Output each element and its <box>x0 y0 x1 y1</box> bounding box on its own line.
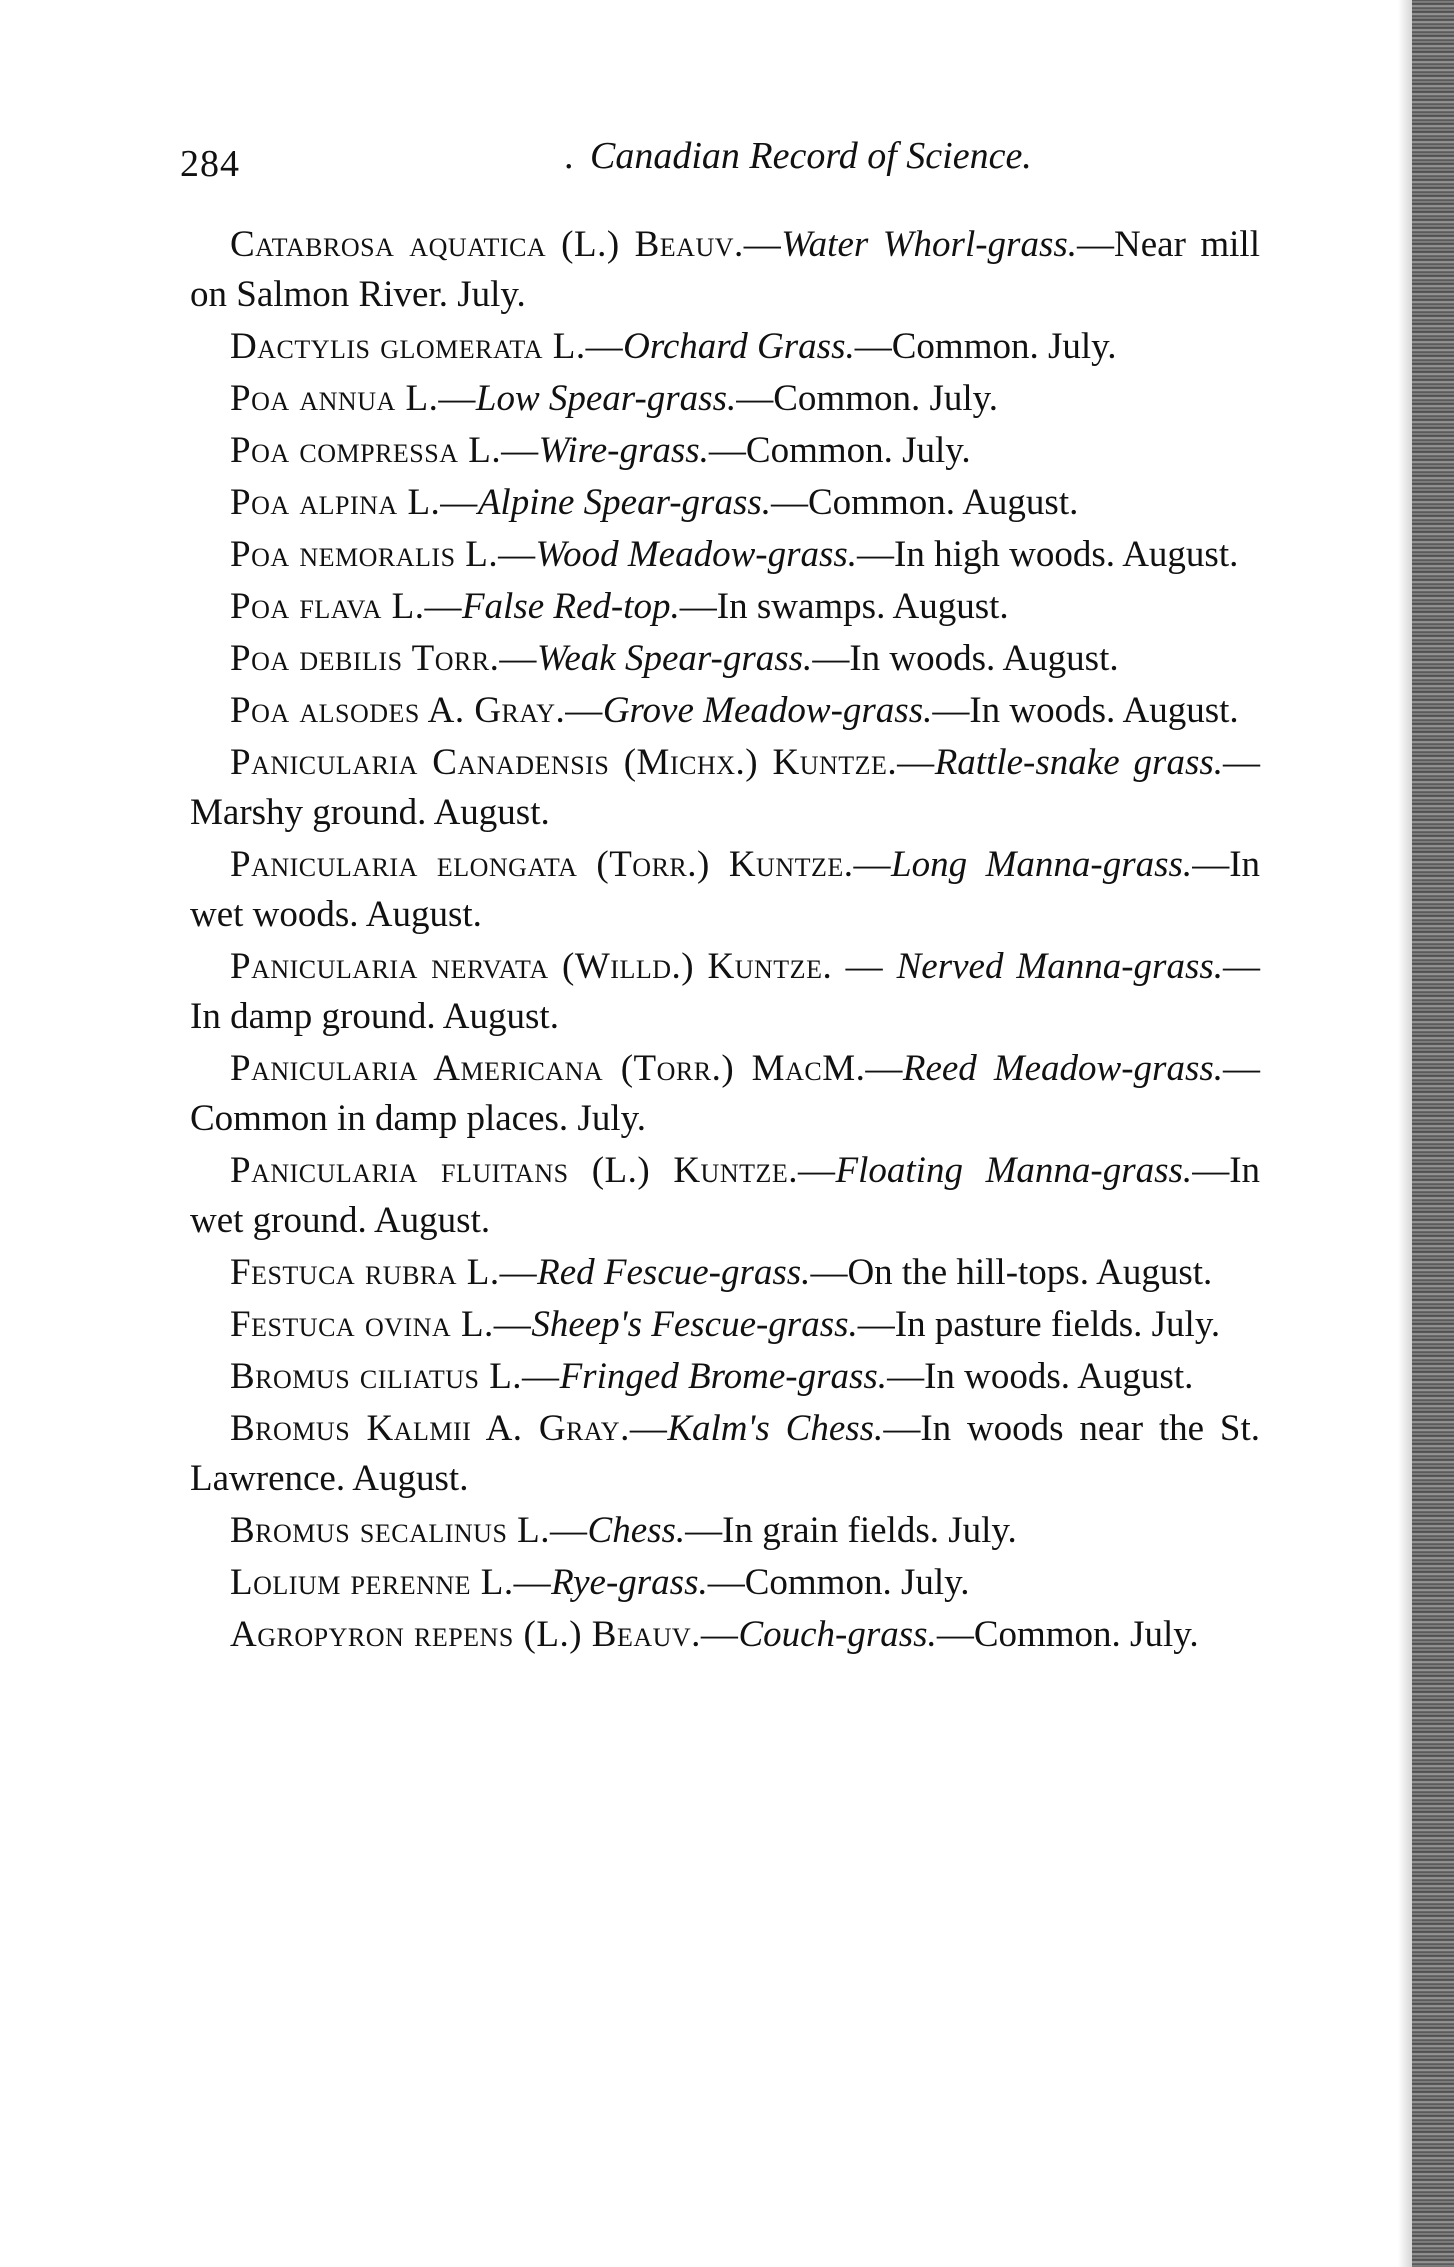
latin-name: Panicularia nervata (Willd.) Kuntze. — <box>230 946 897 987</box>
common-name: Rattle-snake grass. <box>934 742 1223 783</box>
common-name: Wood Meadow-grass. <box>535 534 858 575</box>
common-name: Fringed Brome-grass. <box>559 1356 888 1397</box>
latin-name: Panicularia Americana (Torr.) MacM.— <box>230 1048 903 1089</box>
habitat-note: —In woods. August. <box>812 638 1119 679</box>
species-entry <box>190 942 1260 1042</box>
species-list <box>190 220 1260 1662</box>
page-number: 284 <box>180 143 240 185</box>
species-entry <box>190 1146 1260 1246</box>
species-entry <box>190 582 1260 632</box>
latin-name: Panicularia Canadensis (Michx.) Kuntze.— <box>230 742 935 783</box>
habitat-note: —In woods. August. <box>932 690 1239 731</box>
species-entry <box>190 1248 1260 1298</box>
species-entry <box>190 426 1260 476</box>
habitat-note: —In damp ground. August. <box>190 946 1260 1037</box>
latin-name: Lolium perenne L.— <box>230 1562 552 1603</box>
page-header <box>180 128 1260 188</box>
habitat-note: —Near mill on Salmon River. July. <box>190 224 1260 315</box>
common-name: Sheep's Fescue-grass. <box>531 1304 858 1345</box>
scanned-page-edge <box>1412 0 1454 2267</box>
species-entry <box>190 322 1260 372</box>
habitat-note: —Common. August. <box>771 482 1079 523</box>
common-name: Low Spear-grass. <box>475 378 737 419</box>
species-entry <box>190 840 1260 940</box>
species-entry <box>190 478 1260 528</box>
habitat-note: —Common. July. <box>708 430 971 471</box>
latin-name: Poa compressa L.— <box>230 430 539 471</box>
habitat-note: —In wet ground. August. <box>190 1150 1261 1241</box>
habitat-note: —In high woods. August. <box>857 534 1239 575</box>
latin-name: Agropyron repens (L.) Beauv.— <box>230 1614 739 1655</box>
species-entry <box>190 1300 1260 1350</box>
common-name: Long Manna-grass. <box>891 844 1193 885</box>
common-name: Orchard Grass. <box>623 326 855 367</box>
latin-name: Poa alpina L.— <box>230 482 478 523</box>
habitat-note: —In woods. August. <box>887 1356 1194 1397</box>
latin-name: Panicularia elongata (Torr.) Kuntze.— <box>230 844 892 885</box>
latin-name: Catabrosa aquatica (L.) Beauv.— <box>230 224 782 265</box>
habitat-note: —Common. July. <box>736 378 998 419</box>
running-title: . Canadian Record of Science. <box>590 134 1032 178</box>
common-name: Kalm's Chess. <box>667 1408 884 1449</box>
common-name: Grove Meadow-grass. <box>602 690 933 731</box>
common-name: Alpine Spear-grass. <box>477 482 771 523</box>
species-entry <box>190 374 1260 424</box>
habitat-note: —On the hill-tops. August. <box>810 1252 1213 1293</box>
latin-name: Poa flava L.— <box>230 586 462 627</box>
common-name: Chess. <box>587 1510 686 1551</box>
species-entry <box>190 738 1260 838</box>
common-name: False Red-top. <box>461 586 680 627</box>
habitat-note: —In grain fields. July. <box>685 1510 1017 1551</box>
species-entry <box>190 634 1260 684</box>
common-name: Reed Meadow-grass. <box>902 1048 1224 1089</box>
latin-name: Bromus secalinus L.— <box>230 1510 588 1551</box>
habitat-note: —In swamps. August. <box>679 586 1009 627</box>
latin-name: Panicularia fluitans (L.) Kuntze.— <box>230 1150 836 1191</box>
species-entry <box>190 1558 1260 1608</box>
common-name: Red Fescue-grass. <box>537 1252 811 1293</box>
species-entry <box>190 1506 1260 1556</box>
species-entry <box>190 1404 1260 1504</box>
latin-name: Poa nemoralis L.— <box>230 534 536 575</box>
latin-name: Poa annua L.— <box>230 378 476 419</box>
species-entry <box>190 220 1260 320</box>
latin-name: Poa debilis Torr.— <box>230 638 537 679</box>
habitat-note: —Common in damp places. July. <box>190 1048 1261 1139</box>
latin-name: Bromus Kalmii A. Gray.— <box>230 1408 668 1449</box>
common-name: Rye-grass. <box>551 1562 708 1603</box>
latin-name: Dactylis glomerata L.— <box>230 326 624 367</box>
habitat-note: —Common. July. <box>707 1562 970 1603</box>
latin-name: Bromus ciliatus L.— <box>230 1356 560 1397</box>
common-name: Floating Manna-grass. <box>835 1150 1193 1191</box>
species-entry <box>190 686 1260 736</box>
species-entry <box>190 1610 1260 1660</box>
latin-name: Poa alsodes A. Gray.— <box>230 690 603 731</box>
common-name: Water Whorl-grass. <box>781 224 1078 265</box>
common-name: Couch-grass. <box>738 1614 937 1655</box>
common-name: Weak Spear-grass. <box>536 638 813 679</box>
habitat-note: —Common. July. <box>854 326 1117 367</box>
habitat-note: —In wet woods. August. <box>190 844 1261 935</box>
habitat-note: —Common. July. <box>936 1614 1199 1655</box>
latin-name: Festuca ovina L.— <box>230 1304 532 1345</box>
common-name: Wire-grass. <box>538 430 709 471</box>
common-name: Nerved Manna-grass. <box>896 946 1223 987</box>
habitat-note: —In pasture fields. July. <box>857 1304 1221 1345</box>
latin-name: Festuca rubra L.— <box>230 1252 538 1293</box>
species-entry <box>190 530 1260 580</box>
species-entry <box>190 1352 1260 1402</box>
species-entry <box>190 1044 1260 1144</box>
habitat-note: —Marshy ground. August. <box>190 742 1260 833</box>
habitat-note: —In woods near the St. Lawrence. August. <box>190 1408 1261 1499</box>
